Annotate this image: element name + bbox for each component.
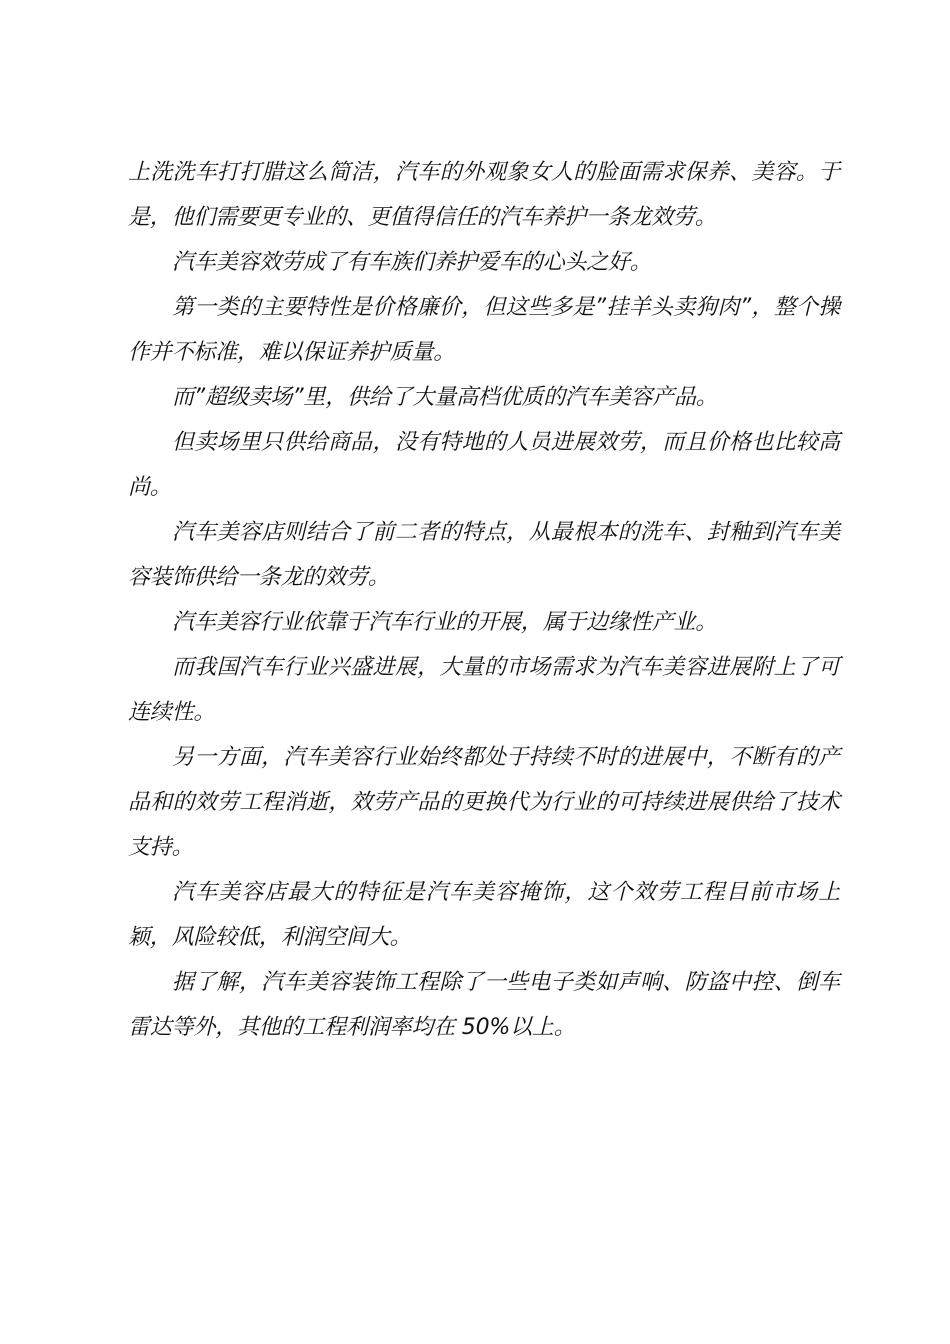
paragraph-1: 上洗洗车打打腊这么简洁，汽车的外观象女人的脸面需求保养、美容。于是，他们需要更专业的、更值得信任的汽车养护一条龙效劳。	[128, 160, 840, 230]
paragraph-4: 而”超级卖场”里，供给了大量高档优质的汽车美容产品。	[172, 385, 718, 410]
paragraph-9: 另一方面，汽车美容行业始终都处于持续不时的进展中，不断有的产品和的效劳工程消逝，效劳产品的更换代为行业的可持续进展供给了技术支持。	[128, 745, 840, 860]
document-body	[128, 150, 840, 1050]
paragraph-5: 但卖场里只供给商品，没有特地的人员进展效劳，而且价格也比较高尚。	[128, 430, 840, 500]
paragraph-2: 汽车美容效劳成了有车族们养护爱车的心头之好。	[172, 250, 652, 275]
paragraph-10: 汽车美容店最大的特征是汽车美容掩饰，这个效劳工程目前市场上颖，风险较低，利润空间大。	[128, 880, 840, 950]
paragraph-11: 据了解，汽车美容装饰工程除了一些电子类如声响、防盗中控、倒车雷达等外，其他的工程利润率均在 50%以上。	[128, 970, 840, 1040]
paragraph-3: 第一类的主要特性是价格廉价，但这些多是”挂羊头卖狗肉”，整个操作并不标准，难以保证养护质量。	[128, 295, 840, 365]
paragraph-7: 汽车美容行业依靠于汽车行业的开展，属于边缘性产业。	[172, 610, 718, 635]
paragraph-6: 汽车美容店则结合了前二者的特点，从最根本的洗车、封釉到汽车美容装饰供给一条龙的效劳。	[128, 520, 840, 590]
paragraph-8: 而我国汽车行业兴盛进展，大量的市场需求为汽车美容进展附上了可连续性。	[128, 655, 840, 725]
